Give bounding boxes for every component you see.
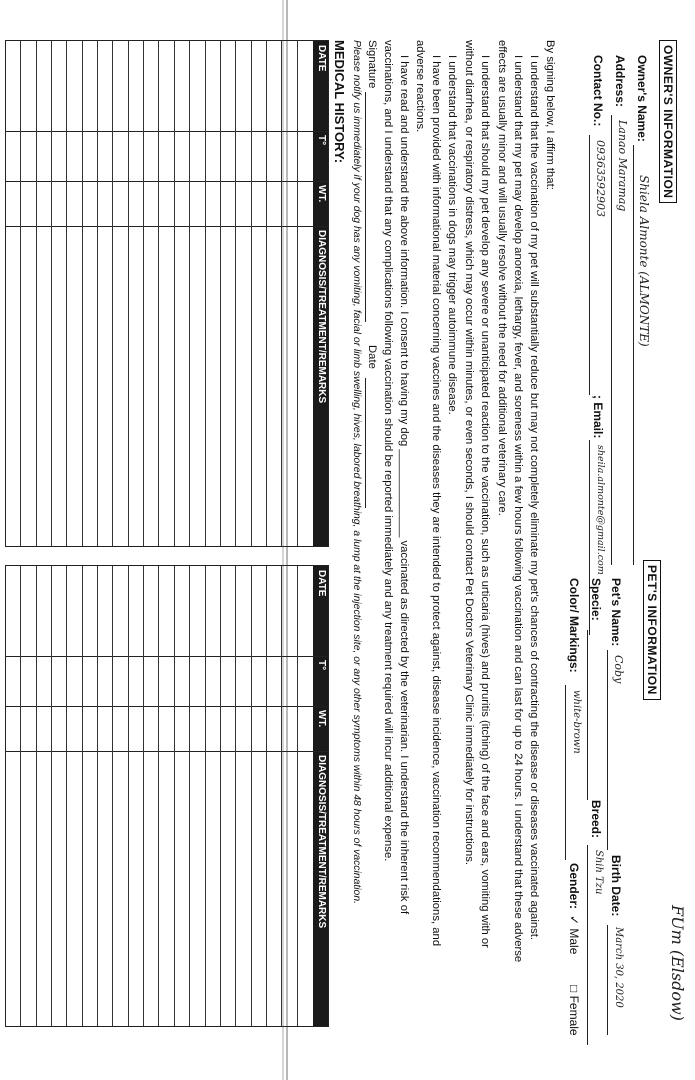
gender-male-option: ✓ Male: [567, 915, 581, 955]
medical-history-table-right: [5, 565, 329, 1027]
table-row: [97, 566, 98, 1026]
table-row: [143, 566, 144, 1026]
pet-section-title: PET'S INFORMATION: [643, 560, 661, 700]
medical-history-title: MEDICAL HISTORY:: [332, 40, 347, 164]
consent-line: I understand that my pet may develop anorexia, lethargy, fever, and soreness within a few hours following vaccination and can last for up to 24 hours. I understand that these adverse: [512, 55, 524, 963]
table-row: [143, 41, 144, 546]
table-row: [205, 566, 206, 1026]
table-row: [36, 566, 37, 1026]
table-row: [174, 41, 175, 546]
column-header: T°: [316, 135, 327, 146]
gender-female-option: □ Female: [567, 985, 581, 1036]
breed-value: Shih Tzu: [593, 850, 604, 895]
table-row: [82, 41, 83, 546]
consent-line: effects are usually minor and will usually resolve without the need for additional veterinary care.: [496, 40, 508, 516]
table-row: [159, 566, 160, 1026]
email-value: sheila.almonte@gmail.com: [595, 445, 606, 575]
table-row: [128, 41, 129, 546]
contact-label: Contact No.:: [591, 55, 605, 127]
contact-value: 09363592903: [594, 140, 607, 217]
birth-date-line: [607, 925, 608, 1035]
column-divider: [6, 131, 328, 132]
table-row: [20, 41, 21, 546]
column-header: DIAGNOSIS/TREATMENT/REMARKS: [316, 755, 327, 929]
table-row: [251, 566, 252, 1026]
consent-line: I understand that vaccinations in dogs may trigger autoimmune disease.: [446, 55, 458, 415]
address-value: Lanao Maramag: [616, 120, 629, 212]
gender-label: Gender:: [567, 863, 581, 910]
birth-date-value: March 30, 2020: [613, 927, 624, 1008]
specie-line: [587, 630, 588, 800]
consent-line: I have read and understand the above information. I consent to having my dog ______________ vaccinated as directed by the veterinarian. I understand the inherent risk of: [398, 55, 410, 915]
consent-line: I understand that the vaccination of my pet will substantially reduce but may not completely eliminate my pet's chances of contracting the disease or diseases vaccinated against.: [528, 55, 540, 941]
table-row: [66, 566, 67, 1026]
color-markings-line: [565, 685, 566, 860]
table-row: [112, 41, 113, 546]
owner-name-line: [633, 145, 634, 565]
table-row: [174, 566, 175, 1026]
consent-line: I understand that should my pet develop any severe or unanticipated reaction to the vaccination, such as urticaria (hives) and pruritis (itching) of the face and ears, vomiting with or: [479, 55, 491, 948]
consent-line: vaccinations, and I understand that any complications following vaccination should be reported immediately and any treatment required will incur additional expense.: [382, 40, 394, 862]
owner-section-title: OWNER'S INFORMATION: [659, 40, 677, 203]
column-header: DATE: [316, 570, 327, 597]
column-divider: [6, 751, 328, 752]
owner-name-label: Owner's Name:: [635, 55, 649, 142]
specie-label: Specie:: [589, 578, 603, 621]
table-header: [313, 41, 328, 546]
notice-text: Please notify us immediately if your dog has any vomiting, facial or limb swelling, hives, labored breathing, a lump at the injection site, or any other symptoms within 48 hours of vaccination.: [351, 40, 362, 905]
pet-name-line: [607, 650, 608, 850]
table-row: [97, 41, 98, 546]
consent-intro: By signing below, I affirm that:: [544, 40, 556, 190]
breed-label: Breed:: [589, 800, 603, 839]
date-label: Date: [366, 345, 378, 369]
color-markings-value: white-brown: [571, 690, 582, 754]
table-row: [51, 566, 52, 1026]
table-row: [205, 41, 206, 546]
column-divider: [6, 226, 328, 227]
consent-line: adverse reactions.: [414, 40, 426, 133]
table-row: [20, 566, 21, 1026]
owner-name-value: Shiela Almonte (ALMONTE): [637, 175, 651, 347]
table-row: [297, 566, 298, 1026]
date-line: [365, 378, 366, 508]
table-row: [112, 566, 113, 1026]
contact-line: [589, 135, 590, 395]
table-row: [235, 566, 236, 1026]
table-row: [189, 566, 190, 1026]
table-row: [82, 566, 83, 1026]
table-row: [235, 41, 236, 546]
table-row: [281, 566, 282, 1026]
pet-name-label: Pet's Name:: [609, 578, 623, 647]
column-header: WT.: [316, 185, 327, 203]
column-header: T°: [316, 660, 327, 671]
column-divider: [6, 706, 328, 707]
table-header: [313, 566, 328, 1026]
address-label: Address:: [613, 55, 627, 108]
column-header: WT.: [316, 710, 327, 728]
email-label: ; Email:: [591, 395, 605, 439]
column-header: DIAGNOSIS/TREATMENT/REMARKS: [316, 230, 327, 404]
table-row: [51, 41, 52, 546]
consent-line: without diarrhea, or respiratory distress, which may occur within minutes, or even seconds, I should contact Pet Doctors Veterinary Clinic immediately for instructions.: [463, 40, 475, 866]
handwritten-corner-note: FUm (Elsdow): [668, 905, 687, 1021]
table-row: [297, 41, 298, 546]
medical-history-table-left: [5, 40, 329, 547]
birth-date-label: Birth Date:: [609, 855, 623, 917]
table-row: [266, 41, 267, 546]
signature-label: Signature: [366, 40, 378, 89]
column-divider: [6, 656, 328, 657]
signature-line: [365, 92, 366, 322]
table-row: [220, 41, 221, 546]
table-row: [36, 41, 37, 546]
color-markings-label: Color/ Markings:: [567, 578, 581, 673]
table-row: [251, 41, 252, 546]
table-row: [159, 41, 160, 546]
table-row: [281, 41, 282, 546]
breed-line: [587, 845, 588, 1045]
table-row: [66, 41, 67, 546]
pet-name-value: Coby: [612, 655, 625, 684]
table-row: [220, 566, 221, 1026]
consent-line: I have been provided with informational material concerning vaccines and the diseases they are intended to protect against, disease incidence, vaccination recommendations, and: [430, 55, 442, 947]
table-row: [266, 566, 267, 1026]
column-divider: [6, 181, 328, 182]
table-row: [189, 41, 190, 546]
table-row: [128, 566, 129, 1026]
address-line: [611, 115, 612, 565]
column-header: DATE: [316, 45, 327, 72]
